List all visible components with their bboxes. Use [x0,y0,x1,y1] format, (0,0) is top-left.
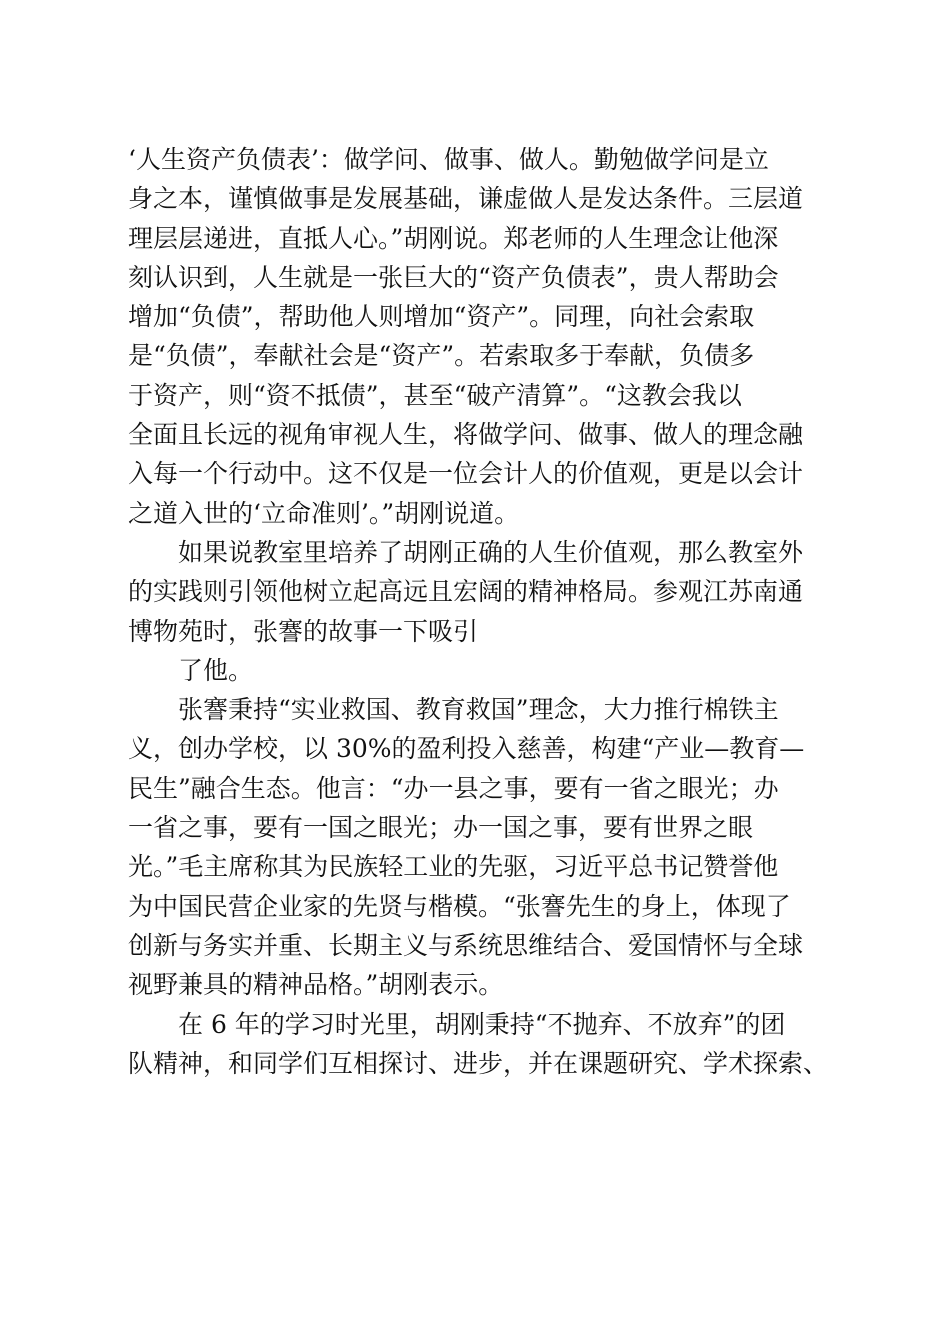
text-line: 全面且长远的视角审视人生，将做学问、做事、做人的理念融 [128,420,804,450]
text-line: 义，创办学校，以 30%的盈利投入慈善，构建“产业—教育— [128,734,805,764]
text-line: 视野兼具的精神品格。”胡刚表示。 [128,970,504,1000]
text-line: 队精神，和同学们互相探讨、进步，并在课题研究、学术探索、 [128,1048,829,1078]
text-line: 光。”毛主席称其为民族轻工业的先驱，习近平总书记赞誉他 [128,852,779,882]
text-line-continuation: 了他。 [178,655,254,685]
text-line: ‘人生资产负债表’：做学问、做事、做人。勤勉做学问是立 [128,145,769,174]
text-line: 身之本，谨慎做事是发展基础，谦虚做人是发达条件。三层道 [128,184,804,214]
text-line: 增加“负债”，帮助他人则增加“资产”。同理，向社会索取 [128,302,755,332]
text-line: 之道入世的‘立命准则’。”胡刚说道。 [128,498,520,528]
paragraph-first-line: 在 6 年的学习时光里，胡刚秉持“不抛弃、不放弃”的团 [178,1009,786,1039]
text-line: 民生”融合生态。他言：“办一县之事，要有一省之眼光；办 [128,773,779,803]
text-line: 一省之事，要有一国之眼光；办一国之事，要有世界之眼 [128,813,754,843]
text-line: 是“负债”，奉献社会是“资产”。若索取多于奉献，负债多 [128,341,755,371]
paragraph-first-line: 张謇秉持“实业救国、教育救国”理念，大力推行棉铁主 [178,695,779,725]
text-line: 入每一个行动中。这不仅是一位会计人的价值观，更是以会计 [128,459,804,489]
text-line: 刻认识到，人生就是一张巨大的“资产负债表”，贵人帮助会 [128,262,779,292]
text-line: 的实践则引领他树立起高远且宏阔的精神格局。参观江苏南通 [128,577,804,607]
text-line: 为中国民营企业家的先贤与楷模。“张謇先生的身上，体现了 [128,891,791,921]
text-line: 于资产，则“资不抵债”，甚至“破产清算”。“这教会我以 [128,380,742,410]
article-body [128,140,828,1083]
paragraph-first-line: 如果说教室里培养了胡刚正确的人生价值观，那么教室外 [178,537,804,567]
text-line: 创新与务实并重、长期主义与系统思维结合、爱国情怀与全球 [128,930,804,960]
text-line: 博物苑时，张謇的故事一下吸引 [128,616,479,646]
text-line: 理层层递进，直抵人心。”胡刚说。郑老师的人生理念让他深 [128,223,779,253]
